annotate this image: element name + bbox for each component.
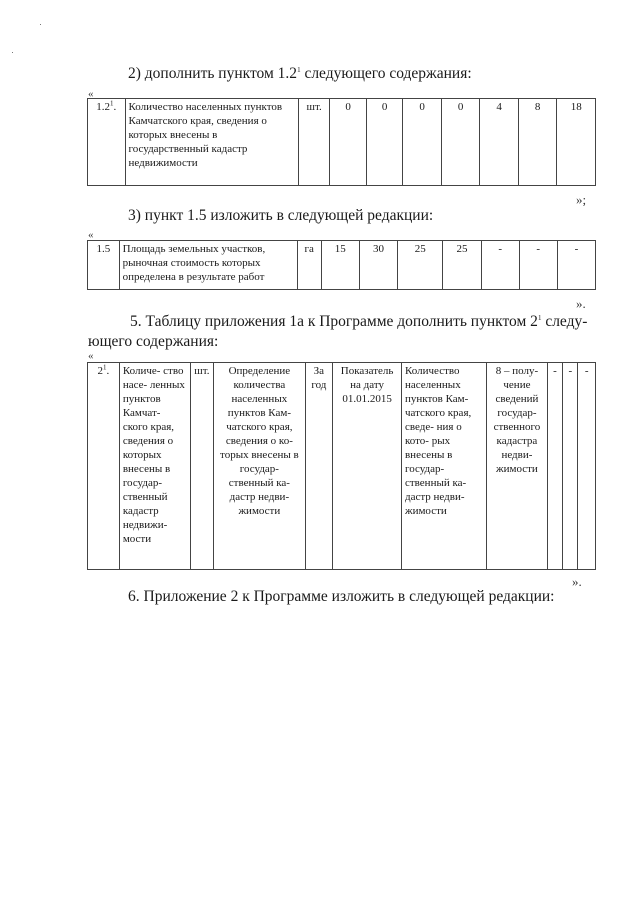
section5-heading: 5. Таблицу приложения 1а к Программе дополнить пунктом $2^1$ следу- ющего содержания: xyxy=(88,313,588,350)
row-number: $2^1$. xyxy=(88,363,120,570)
extra-cell: - xyxy=(578,363,596,570)
value-cell: 0 xyxy=(403,99,442,186)
table-row xyxy=(88,99,596,186)
value-cell: 15 xyxy=(321,241,359,290)
period: За год xyxy=(305,363,333,570)
scan-mark xyxy=(40,24,41,25)
table-row xyxy=(88,363,596,570)
row-number: $1.2^1$. xyxy=(88,99,126,186)
open-quote: « xyxy=(88,350,94,362)
unit: шт. xyxy=(190,363,214,570)
table-item-2-1 xyxy=(87,362,596,570)
close-quote: ». xyxy=(572,574,582,589)
indicator-name: Количе- ство насе- ленных пунктов Камчат- ского края, сведения о которых внесены в государ- ственный кадастр недвижи- мости xyxy=(119,363,190,570)
value-cell: - xyxy=(519,241,557,290)
unit: га xyxy=(297,241,321,290)
row-number: 1.5 xyxy=(88,241,120,290)
unit: шт. xyxy=(298,99,329,186)
indicator-name: Количество населенных пунктов Камчатского края, сведения о которых внесены в государственный кадастр недвижимости xyxy=(125,99,298,186)
value-cell: - xyxy=(481,241,519,290)
value-cell: 0 xyxy=(366,99,403,186)
value-cell: 0 xyxy=(330,99,367,186)
value-cell: 25 xyxy=(398,241,443,290)
extra-cell: - xyxy=(563,363,578,570)
indicator-name: Площадь земельных участков, рыночная стоимость которых определена в результате работ xyxy=(119,241,297,290)
value-cell: 25 xyxy=(443,241,481,290)
value-cell: 8 xyxy=(518,99,557,186)
value-cell: 4 xyxy=(480,99,519,186)
open-quote: « xyxy=(88,229,94,241)
close-quote: ». xyxy=(576,296,586,311)
baseline: Показатель на дату 01.01.2015 xyxy=(333,363,402,570)
open-quote: « xyxy=(88,88,94,100)
section2-heading: 2) дополнить пунктом $1.2^1$ следующего содержания: xyxy=(128,65,472,82)
value-cell: - xyxy=(557,241,595,290)
event: 8 – полу- чение сведений государ- ственного кадастра недви- жимости xyxy=(487,363,548,570)
value-cell: 18 xyxy=(557,99,596,186)
close-quote: »; xyxy=(576,192,587,207)
value-cell: 30 xyxy=(359,241,397,290)
table-item-1-5 xyxy=(87,240,596,290)
table-item-1-2 xyxy=(87,98,596,186)
value-cell: 0 xyxy=(441,99,480,186)
section3-heading: 3) пункт 1.5 изложить в следующей редакции: xyxy=(128,207,434,224)
calculation-method: Определение количества населенных пунктов Кам- чатского края, сведения о ко- торых внесены в государ- ственный ка- дастр недви- жимости xyxy=(214,363,305,570)
extra-cell: - xyxy=(547,363,562,570)
section6-heading: 6. Приложение 2 к Программе изложить в следующей редакции: xyxy=(128,588,555,605)
table-row xyxy=(88,241,596,290)
data-source: Количество населенных пунктов Кам- чатского края, сведе- ния о кото- рых внесены в государ- ственный ка- дастр недви- жимости xyxy=(401,363,486,570)
scan-mark xyxy=(12,52,13,53)
